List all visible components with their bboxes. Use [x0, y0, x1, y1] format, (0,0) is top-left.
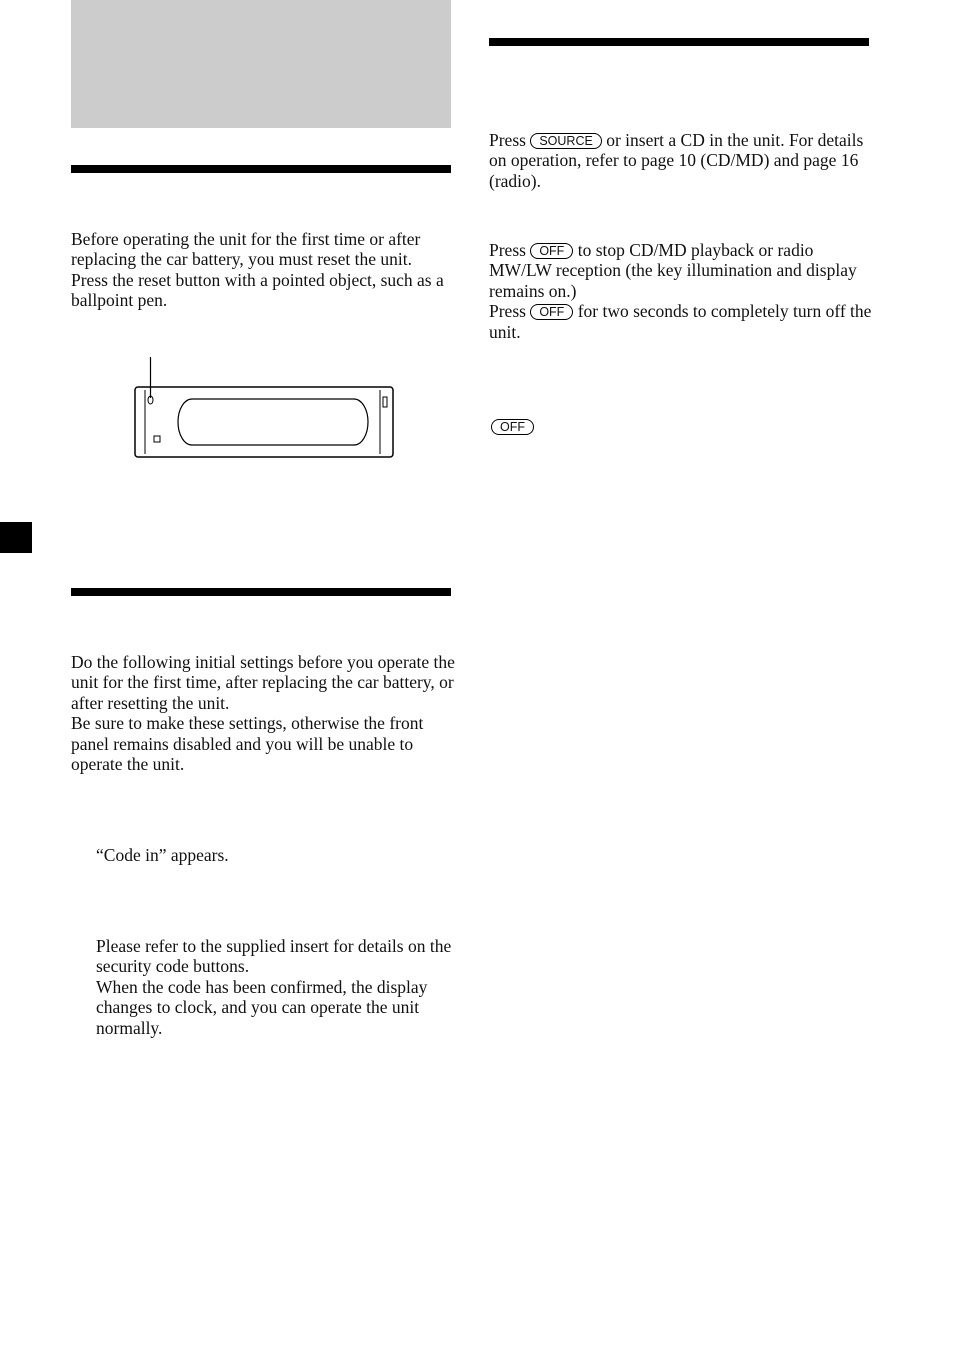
section-rule-reset: [71, 165, 451, 173]
front-panel-display-window: [178, 399, 368, 445]
setup-paragraph-1: Do the following initial settings before you operate the unit for the first time, after replacing the car battery, or after resetting the unit.: [71, 652, 455, 713]
off-instruction-text: for two seconds to completely turn off the unit.: [489, 301, 872, 342]
front-panel-illustration: [125, 350, 400, 462]
stop-press-word: Press: [489, 240, 526, 260]
source-key-label: SOURCE: [530, 133, 601, 149]
step-1-note: “Code in” appears.: [96, 845, 229, 865]
off-key-label-3: OFF: [491, 419, 534, 435]
section-rule-setup: [71, 588, 451, 596]
page-edge-tab: [0, 522, 32, 553]
stop-instruction-text: to stop CD/MD playback or radio MW/LW reception (the key illumination and display remains on.): [489, 240, 857, 301]
header-gray-block: [71, 0, 451, 128]
power-on-press-word: Press: [489, 130, 526, 150]
off-press-word: Press: [489, 301, 526, 322]
power-on-instruction-text: or insert a CD in the unit. For details on operation, refer to page 10 (CD/MD) and page 16 (radio).: [489, 130, 864, 191]
setup-paragraph-2: Be sure to make these settings, otherwise the front panel remains disabled and you will be unable to operate the unit.: [71, 713, 424, 775]
step-2-notes: [96, 936, 456, 1038]
power-on-instruction: [489, 130, 874, 191]
front-panel-outline: [135, 387, 393, 457]
off-key-label-2: OFF: [530, 304, 573, 320]
front-panel-small-button: [154, 436, 160, 442]
front-panel-side-slot: [383, 397, 387, 407]
off-key-label: OFF: [530, 243, 573, 259]
power-off-instructions: [489, 240, 874, 342]
off-key-standalone: [491, 419, 534, 437]
section-rule-power: [489, 38, 869, 46]
setup-section-text: [71, 652, 456, 774]
reset-section-text: [71, 229, 456, 311]
step-2-note-1: Please refer to the supplied insert for details on the security code buttons.: [96, 936, 452, 977]
reset-paragraph-2: Press the reset button with a pointed object, such as a ballpoint pen.: [71, 269, 444, 311]
step-2-note-2: When the code has been confirmed, the display changes to clock, and you can operate the unit normally.: [96, 976, 428, 1038]
reset-paragraph-1: Before operating the unit for the first time or after replacing the car battery, you must reset the unit.: [71, 229, 421, 270]
